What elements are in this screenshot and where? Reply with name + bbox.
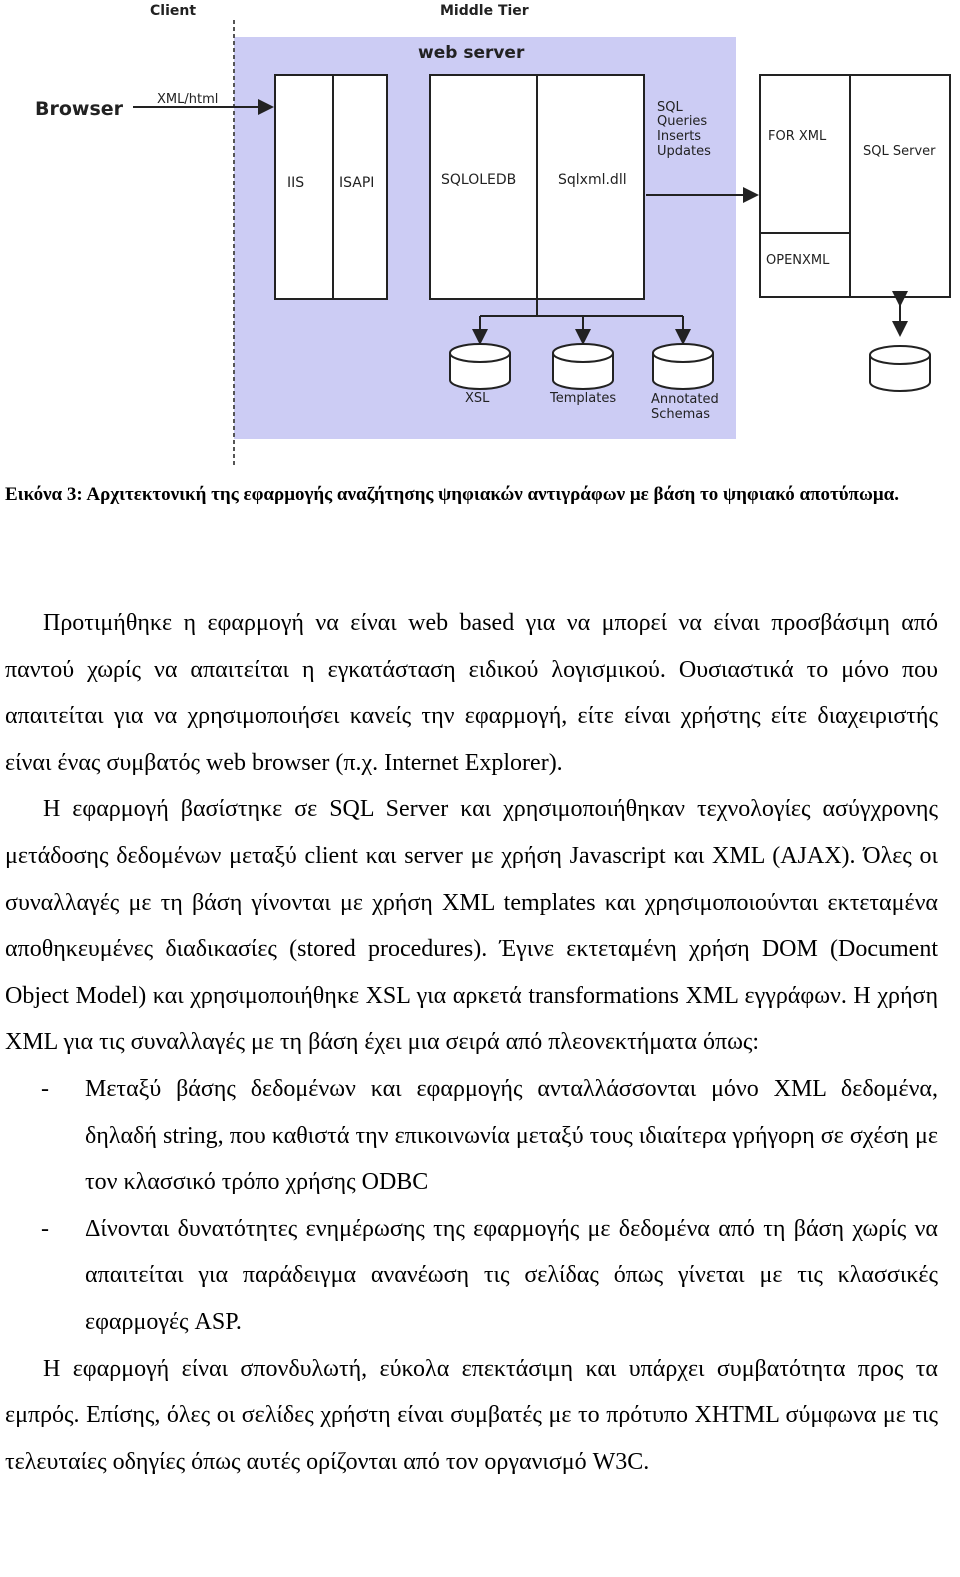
architecture-diagram-svg (0, 0, 960, 470)
architecture-diagram (0, 0, 960, 470)
sqlxml-label: Sqlxml.dll (558, 172, 627, 188)
bullet-dash: - (41, 1075, 49, 1102)
openxml-label: OPENXML (766, 253, 830, 268)
bullet-dash: - (41, 1215, 49, 1242)
templates-db-label: Templates (550, 391, 617, 406)
for-xml-label: FOR XML (768, 129, 827, 144)
xsl-database-icon (450, 344, 510, 389)
bullet-xml-exchange (5, 1066, 938, 1206)
web-server-label: web server (418, 43, 525, 63)
bullet-live-updates-text: Δίνονται δυνατότητες ενημέρωσης της εφαρμογής με δεδομένα από τη βάση χωρίς να απαιτείται για παράδειγμα ανανέωση τις σελίδας όπως γίνεται με τις κλασσικές εφαρμογές ASP. (85, 1215, 938, 1335)
sql-server-label: SQL Server (863, 144, 936, 159)
bullet-xml-exchange-text: Μεταξύ βάσης δεδομένων και εφαρμογής ανταλλάσσονται μόνο XML δεδομένα, δηλαδή string, που καθιστά την επικοινωνία μεταξύ τους ιδιαίτερα γρήγορη σε σχέση με τον κλασσικό τρόπο χρήσης ODBC (85, 1075, 938, 1196)
tier-middle-label: Middle Tier (440, 3, 529, 19)
tier-client-label: Client (150, 3, 197, 19)
body-text (5, 600, 938, 1485)
browser-label: Browser (35, 98, 124, 120)
bullet-live-updates (5, 1206, 938, 1346)
paragraph-sql-server: Η εφαρμογή βασίστηκε σε SQL Server και χρησιμοποιήθηκαν τεχνολογίες ασύγχρονης μετάδοσης δεδομένων μεταξύ client και server με χρήση Javascript και XML (AJAX). Όλες οι συναλλαγές με τη βάση γίνονται με χρήση XML templates και χρησιμοποιούνται εκτεταμένα αποθηκευμένες διαδικασίες (stored procedures). Έγινε εκτεταμένη χρήση DOM (Document Object Model) και χρησιμοποιήθηκε XSL για αρκετά transformations XML εγγράφων. Η χρήση XML για τις συναλλαγές με τη βάση έχει μια σειρά από πλεονεκτήματα όπως: (5, 796, 938, 1056)
xml-html-label: XML/html (157, 92, 219, 107)
inserts-label: Inserts (657, 129, 702, 144)
queries-label: Queries (657, 114, 708, 129)
xsl-db-label: XSL (465, 391, 490, 406)
annotated-db-label: Annotated (651, 392, 719, 407)
templates-database-icon (553, 344, 613, 389)
sql-server-database-icon (870, 346, 930, 391)
paragraph-modular: Η εφαρμογή είναι σπονδυλωτή, εύκολα επεκτάσιμη και υπάρχει συμβατότητα προς τα εμπρός. Επίσης, όλες οι σελίδες χρήστη είναι συμβατές με το πρότυπο XHTML σύμφωνα με τις τελευταίες οδηγίες όπως αυτές ορίζονται από τον οργανισμό W3C. (5, 1355, 938, 1475)
figure-caption: Εικόνα 3: Αρχιτεκτονική της εφαρμογής αναζήτησης ψηφιακών αντιγράφων με βάση το ψηφιακό αποτύπωμα. (5, 484, 900, 505)
schemas-db-label: Schemas (651, 407, 711, 422)
sqloledb-label: SQLOLEDB (441, 172, 517, 188)
isapi-label: ISAPI (339, 175, 375, 191)
paragraph-web-based: Προτιμήθηκε η εφαρμογή να είναι web based για να μπορεί να είναι προσβάσιμη από παντού χωρίς να απαιτείται η εγκατάσταση ειδικού λογισμικού. Ουσιαστικά το μόνο που απαιτείται για να χρησιμοποιήσει κανείς την εφαρμογή, είτε είναι χρήστης είτε διαχειριστής είναι ένας συμβατός web browser (π.χ. Internet Explorer). (5, 610, 938, 776)
schemas-database-icon (653, 344, 713, 389)
iis-label: IIS (287, 175, 305, 191)
updates-label: Updates (657, 144, 711, 159)
sql-label: SQL (657, 100, 683, 115)
